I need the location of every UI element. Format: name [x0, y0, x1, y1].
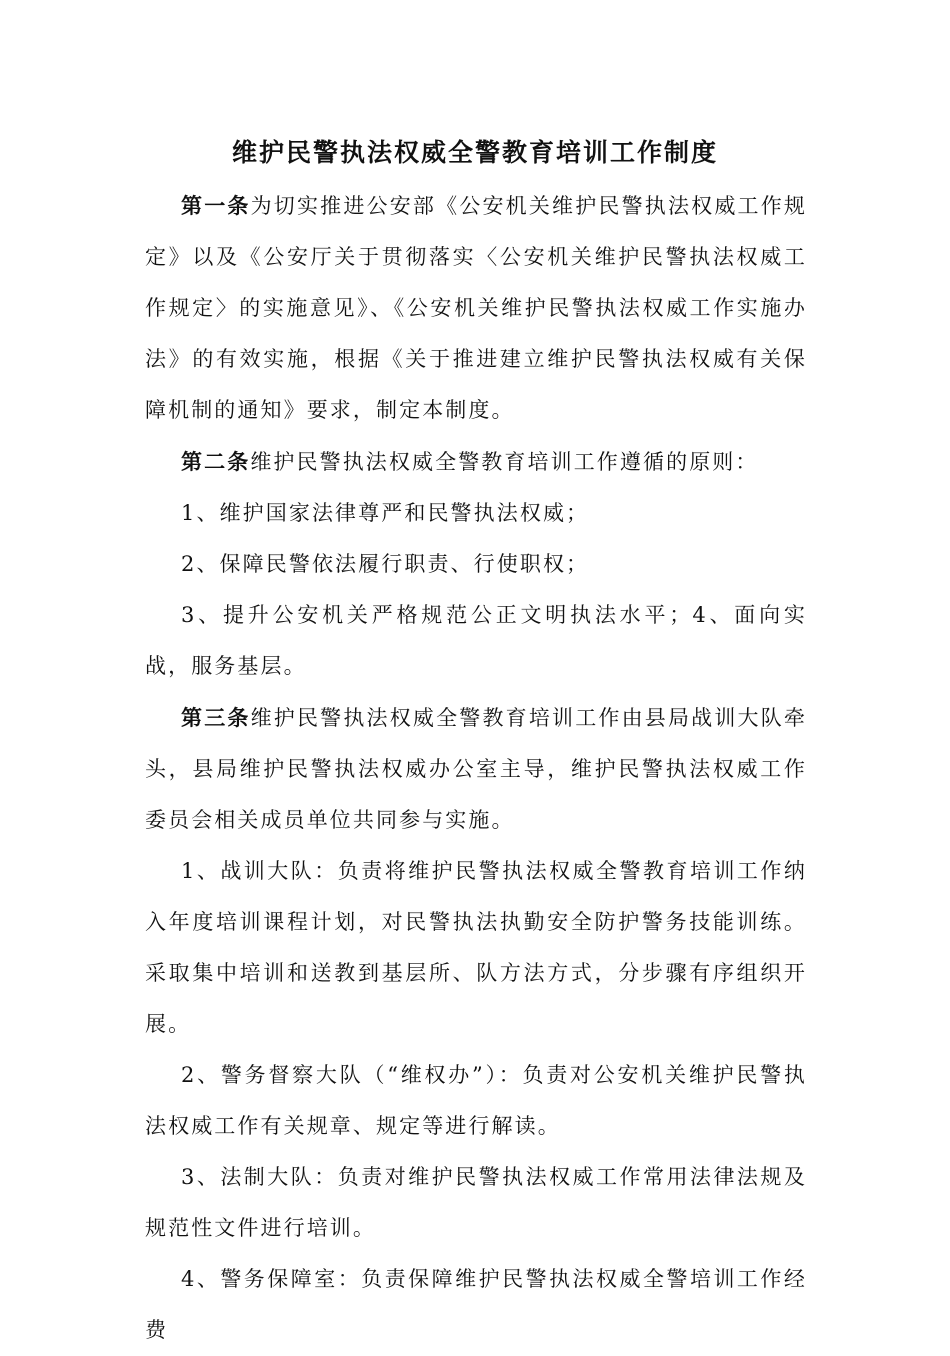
- list-item-principle-3: [145, 590, 807, 692]
- list-item-duty-1: [145, 846, 807, 1050]
- paragraph-article-1: [145, 180, 807, 436]
- list-item-duty-2: [145, 1050, 807, 1152]
- paragraph-text: 3、法制大队：负责对维护民警执法权威工作常用法律法规及规范性文件进行培训。: [145, 1165, 807, 1240]
- paragraph-article-3: [145, 692, 807, 846]
- article-heading: 第三条: [181, 705, 251, 730]
- list-item-principle-2: [145, 539, 807, 590]
- paragraph-text: 1、维护国家法律尊严和民警执法权威；: [181, 501, 590, 525]
- paragraph-text: 3、提升公安机关严格规范公正文明执法水平；4、面向实战，服务基层。: [145, 603, 807, 678]
- list-item-principle-1: [145, 488, 807, 539]
- document-body: [145, 180, 807, 1356]
- document-title: 维护民警执法权威全警教育培训工作制度: [231, 138, 718, 167]
- paragraph-text: 4、警务保障室：负责保障维护民警执法权威全警培训工作经费: [145, 1267, 807, 1342]
- paragraph-text: 1、战训大队：负责将维护民警执法权威全警教育培训工作纳入年度培训课程计划，对民警执法执勤安全防护警务技能训练。采取集中培训和送教到基层所、队方法方式，分步骤有序组织开展。: [145, 859, 807, 1036]
- list-item-duty-4: [145, 1254, 807, 1356]
- article-heading: 第二条: [181, 449, 251, 474]
- paragraph-text: 2、警务督察大队（“维权办”）：负责对公安机关维护民警执法权威工作有关规章、规定等进行解读。: [145, 1063, 807, 1138]
- paragraph-text: 2、保障民警依法履行职责、行使职权；: [181, 552, 590, 576]
- paragraph-text: 维护民警执法权威全警教育培训工作遵循的原则：: [250, 450, 759, 474]
- paragraph-text: 为切实推进公安部《公安机关维护民警执法权威工作规定》以及《公安厅关于贯彻落实〈公安机关维护民警执法权威工作规定〉的实施意见》、《公安机关维护民警执法权威工作实施办法》的有效实施，根据《关于推进建立维护民警执法权威有关保障机制的通知》要求，制定本制度。: [145, 194, 807, 422]
- article-heading: 第一条: [181, 193, 251, 218]
- list-item-duty-3: [145, 1152, 807, 1254]
- paragraph-text: 维护民警执法权威全警教育培训工作由县局战训大队牵头，县局维护民警执法权威办公室主导，维护民警执法权威工作委员会相关成员单位共同参与实施。: [145, 706, 807, 832]
- paragraph-article-2: [145, 436, 807, 488]
